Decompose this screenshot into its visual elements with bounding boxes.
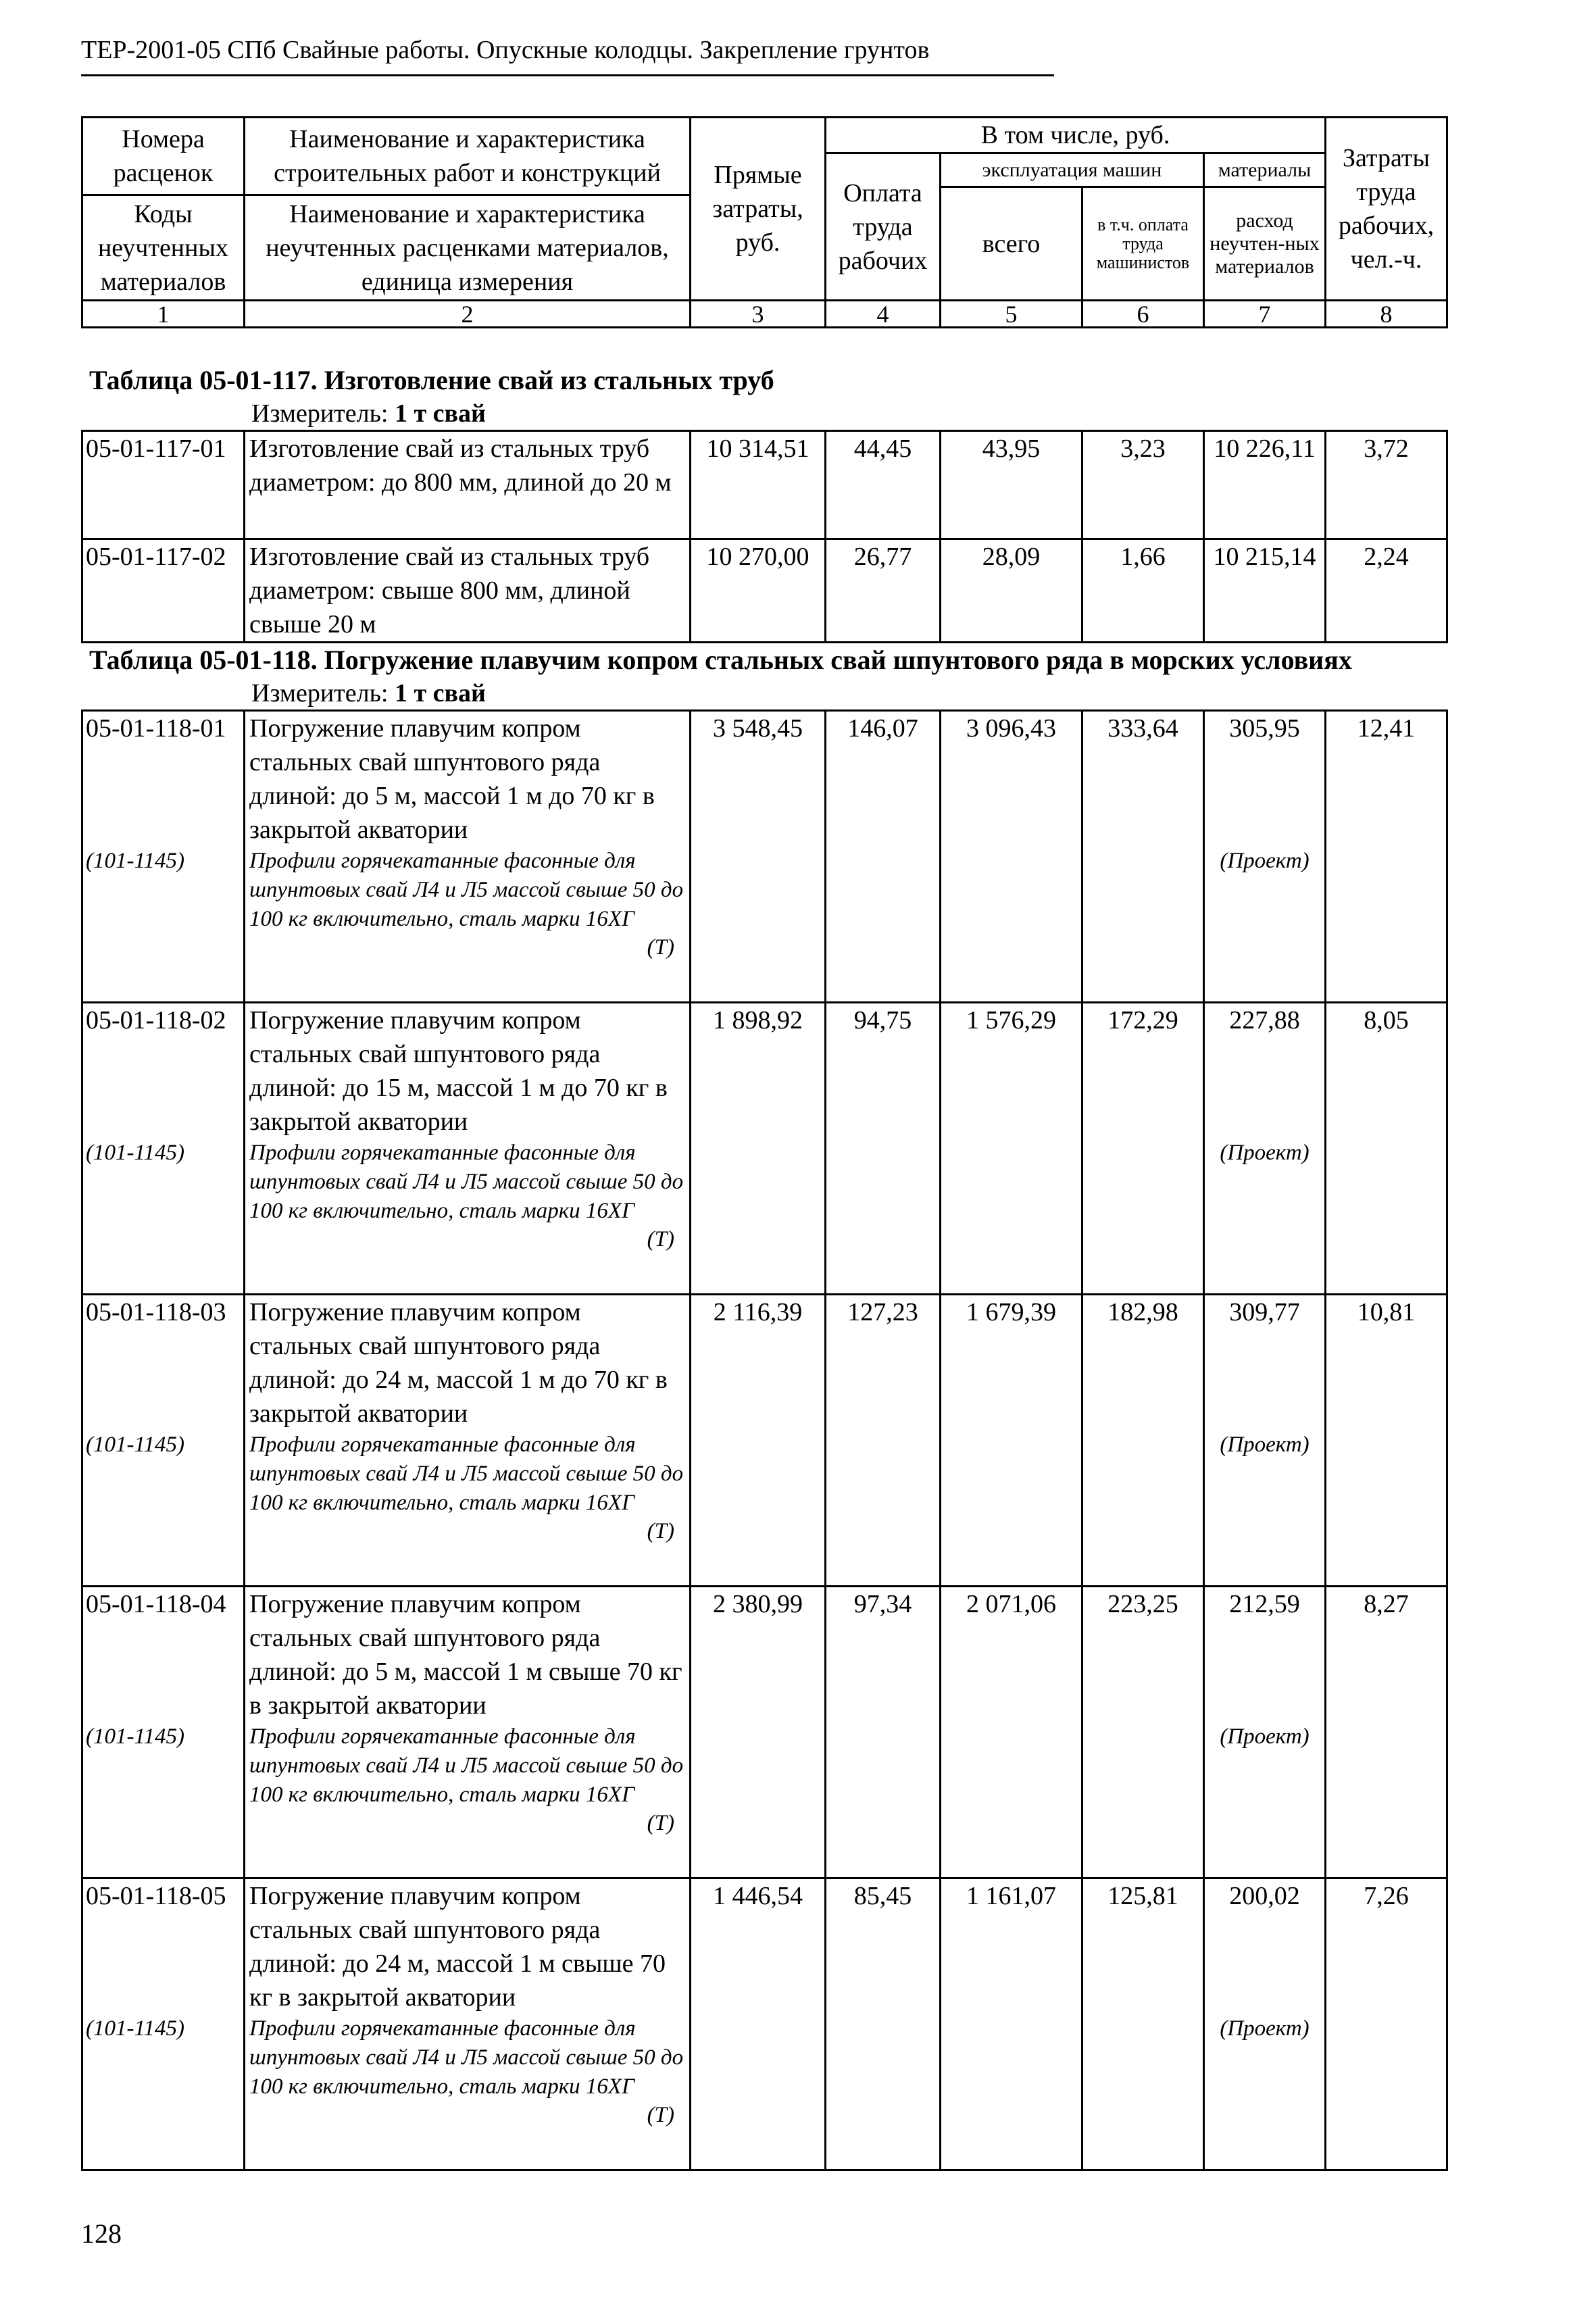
material-name: Профили горячекатанные фасонные для шпунтовых свай Л4 и Л5 массой свыше 50 до 100 кг включительно, сталь марки 16ХГ <box>249 1724 684 1807</box>
column-number: 3 <box>691 301 826 328</box>
labor-hours: 8,27 <box>1326 1587 1447 1878</box>
header-including: В том числе, руб. <box>826 118 1326 153</box>
header-name-top: Наименование и характеристика строительных работ и конструкций <box>245 118 691 195</box>
direct-costs: 2 380,99 <box>691 1587 826 1878</box>
rate-name-cell <box>245 711 691 1003</box>
material-name: Профили горячекатанные фасонные для шпунтовых свай Л4 и Л5 массой свыше 50 до 100 кг включительно, сталь марки 16ХГ <box>249 2016 684 2099</box>
measure-value: 1 т свай <box>395 679 486 707</box>
materials-cell <box>1204 1587 1326 1878</box>
rate-code-cell <box>82 1003 245 1295</box>
material-project: (Проект) <box>1220 2016 1310 2041</box>
header-operators-pay: в т.ч. оплата труда машинистов <box>1082 187 1204 301</box>
table-row <box>82 431 1447 539</box>
material-project: (Проект) <box>1220 1141 1310 1165</box>
rate-name: Погружение плавучим копром стальных свай шпунтового ряда длиной: до 5 м, массой 1 м до 70 кг в закрытой акватории <box>249 714 655 844</box>
materials-cost: 227,88 <box>1229 1006 1300 1035</box>
materials-cell <box>1204 711 1326 1003</box>
table-118-measure <box>251 678 486 708</box>
rate-name: Изготовление свай из стальных труб диаметром: свыше 800 мм, длиной свыше 20 м <box>245 539 691 643</box>
header-code-top: Номера расценок <box>82 118 245 195</box>
materials-cost: 212,59 <box>1229 1590 1300 1618</box>
material-project: (Проект) <box>1220 849 1310 873</box>
table-117-measure <box>251 399 486 428</box>
rate-name: Погружение плавучим копром стальных свай шпунтового ряда длиной: до 5 м, массой 1 м свыше 70 кг в закрытой акватории <box>249 1590 682 1720</box>
material-unit-mark: (Т) <box>647 1227 674 1251</box>
direct-costs: 10 270,00 <box>691 539 826 643</box>
labor-hours: 2,24 <box>1326 539 1447 643</box>
column-number: 2 <box>245 301 691 328</box>
header-direct-costs: Прямые затраты, руб. <box>691 118 826 301</box>
rate-code-cell <box>82 1587 245 1878</box>
rate-name: Погружение плавучим копром стальных свай шпунтового ряда длиной: до 24 м, массой 1 м свыше 70 кг в закрытой акватории <box>249 1882 666 2012</box>
rate-name-cell <box>245 1878 691 2170</box>
header-code-bottom: Коды неучтенных материалов <box>82 195 245 301</box>
materials-cost: 10 215,14 <box>1204 539 1326 643</box>
rate-code-cell <box>82 711 245 1003</box>
column-number: 5 <box>941 301 1082 328</box>
header-name-bottom: Наименование и характеристика неучтенных расценками материалов, единица измерения <box>245 195 691 301</box>
header-unaccounted-materials: расход неучтен-ных материалов <box>1204 187 1326 301</box>
column-number: 1 <box>82 301 245 328</box>
rate-code: 05-01-118-01 <box>86 714 226 743</box>
column-number: 6 <box>1082 301 1204 328</box>
machines-total: 1 679,39 <box>941 1295 1082 1587</box>
material-name: Профили горячекатанные фасонные для шпунтовых свай Л4 и Л5 массой свыше 50 до 100 кг включительно, сталь марки 16ХГ <box>249 1141 684 1223</box>
labor-pay: 44,45 <box>826 431 941 539</box>
measure-label: Измеритель: <box>251 399 389 428</box>
operators-pay: 125,81 <box>1082 1878 1204 2170</box>
page-header-title: ТЕР-2001-05 СПб Свайные работы. Опускные колодцы. Закрепление грунтов <box>81 30 1054 76</box>
direct-costs: 1 898,92 <box>691 1003 826 1295</box>
material-code: (101-1145) <box>86 1141 185 1165</box>
material-unit-mark: (Т) <box>647 2103 674 2127</box>
rate-code: 05-01-117-01 <box>82 431 245 539</box>
labor-hours: 12,41 <box>1326 711 1447 1003</box>
material-name: Профили горячекатанные фасонные для шпунтовых свай Л4 и Л5 массой свыше 50 до 100 кг включительно, сталь марки 16ХГ <box>249 1433 684 1515</box>
rate-name: Погружение плавучим копром стальных свай шпунтового ряда длиной: до 24 м, массой 1 м до 70 кг в закрытой акватории <box>249 1298 668 1428</box>
operators-pay: 223,25 <box>1082 1587 1204 1878</box>
labor-hours: 3,72 <box>1326 431 1447 539</box>
labor-pay: 85,45 <box>826 1878 941 2170</box>
labor-hours: 7,26 <box>1326 1878 1447 2170</box>
header-machines-group: эксплуатация машин <box>941 153 1204 187</box>
machines-total: 28,09 <box>941 539 1082 643</box>
machines-total: 3 096,43 <box>941 711 1082 1003</box>
rate-code: 05-01-118-04 <box>86 1590 226 1618</box>
machines-total: 1 576,29 <box>941 1003 1082 1295</box>
rate-code: 05-01-117-02 <box>82 539 245 643</box>
machines-total: 1 161,07 <box>941 1878 1082 2170</box>
column-number: 4 <box>826 301 941 328</box>
material-code: (101-1145) <box>86 849 185 873</box>
rate-name-cell <box>245 1587 691 1878</box>
labor-hours: 10,81 <box>1326 1295 1447 1587</box>
column-header-table <box>81 116 1448 328</box>
machines-total: 43,95 <box>941 431 1082 539</box>
material-name: Профили горячекатанные фасонные для шпунтовых свай Л4 и Л5 массой свыше 50 до 100 кг включительно, сталь марки 16ХГ <box>249 849 684 931</box>
operators-pay: 172,29 <box>1082 1003 1204 1295</box>
machines-total: 2 071,06 <box>941 1587 1082 1878</box>
materials-cost: 309,77 <box>1229 1298 1300 1326</box>
operators-pay: 333,64 <box>1082 711 1204 1003</box>
labor-pay: 127,23 <box>826 1295 941 1587</box>
materials-cost: 10 226,11 <box>1204 431 1326 539</box>
material-code: (101-1145) <box>86 1724 185 1749</box>
header-labor-hours: Затраты труда рабочих, чел.-ч. <box>1326 118 1447 301</box>
materials-cost: 200,02 <box>1229 1882 1300 1910</box>
measure-label: Измеритель: <box>251 679 389 707</box>
rate-name: Изготовление свай из стальных труб диаметром: до 800 мм, длиной до 20 м <box>245 431 691 539</box>
table-118 <box>81 710 1448 2171</box>
operators-pay: 1,66 <box>1082 539 1204 643</box>
table-row <box>82 1295 1447 1587</box>
labor-hours: 8,05 <box>1326 1003 1447 1295</box>
labor-pay: 26,77 <box>826 539 941 643</box>
direct-costs: 3 548,45 <box>691 711 826 1003</box>
material-unit-mark: (Т) <box>647 1811 674 1835</box>
header-materials-group: материалы <box>1204 153 1326 187</box>
table-118-title: Таблица 05-01-118. Погружение плавучим копром стальных свай шпунтового ряда в морских условиях <box>89 645 1352 675</box>
materials-cell <box>1204 1878 1326 2170</box>
rate-code: 05-01-118-05 <box>86 1882 226 1910</box>
header-machines-total: всего <box>941 187 1082 301</box>
materials-cell <box>1204 1295 1326 1587</box>
operators-pay: 3,23 <box>1082 431 1204 539</box>
rate-code: 05-01-118-03 <box>86 1298 226 1326</box>
operators-pay: 182,98 <box>1082 1295 1204 1587</box>
material-project: (Проект) <box>1220 1724 1310 1749</box>
column-number: 7 <box>1204 301 1326 328</box>
material-unit-mark: (Т) <box>647 935 674 960</box>
direct-costs: 1 446,54 <box>691 1878 826 2170</box>
direct-costs: 2 116,39 <box>691 1295 826 1587</box>
rate-code: 05-01-118-02 <box>86 1006 226 1035</box>
rate-name-cell <box>245 1295 691 1587</box>
rate-name-cell <box>245 1003 691 1295</box>
material-project: (Проект) <box>1220 1433 1310 1457</box>
material-code: (101-1145) <box>86 1433 185 1457</box>
labor-pay: 97,34 <box>826 1587 941 1878</box>
table-row <box>82 1878 1447 2170</box>
material-unit-mark: (Т) <box>647 1519 674 1543</box>
direct-costs: 10 314,51 <box>691 431 826 539</box>
materials-cell <box>1204 1003 1326 1295</box>
table-row <box>82 1003 1447 1295</box>
rate-code-cell <box>82 1878 245 2170</box>
measure-value: 1 т свай <box>395 399 486 428</box>
rate-code-cell <box>82 1295 245 1587</box>
page-number: 128 <box>81 2218 122 2249</box>
table-117-title: Таблица 05-01-117. Изготовление свай из стальных труб <box>89 365 774 395</box>
table-row <box>82 539 1447 643</box>
table-117 <box>81 430 1448 643</box>
table-row <box>82 711 1447 1003</box>
header-labor-pay: Оплата труда рабочих <box>826 153 941 301</box>
material-code: (101-1145) <box>86 2016 185 2041</box>
materials-cost: 305,95 <box>1229 714 1300 743</box>
labor-pay: 146,07 <box>826 711 941 1003</box>
column-number: 8 <box>1326 301 1447 328</box>
table-row <box>82 1587 1447 1878</box>
labor-pay: 94,75 <box>826 1003 941 1295</box>
rate-name: Погружение плавучим копром стальных свай шпунтового ряда длиной: до 15 м, массой 1 м до 70 кг в закрытой акватории <box>249 1006 668 1136</box>
